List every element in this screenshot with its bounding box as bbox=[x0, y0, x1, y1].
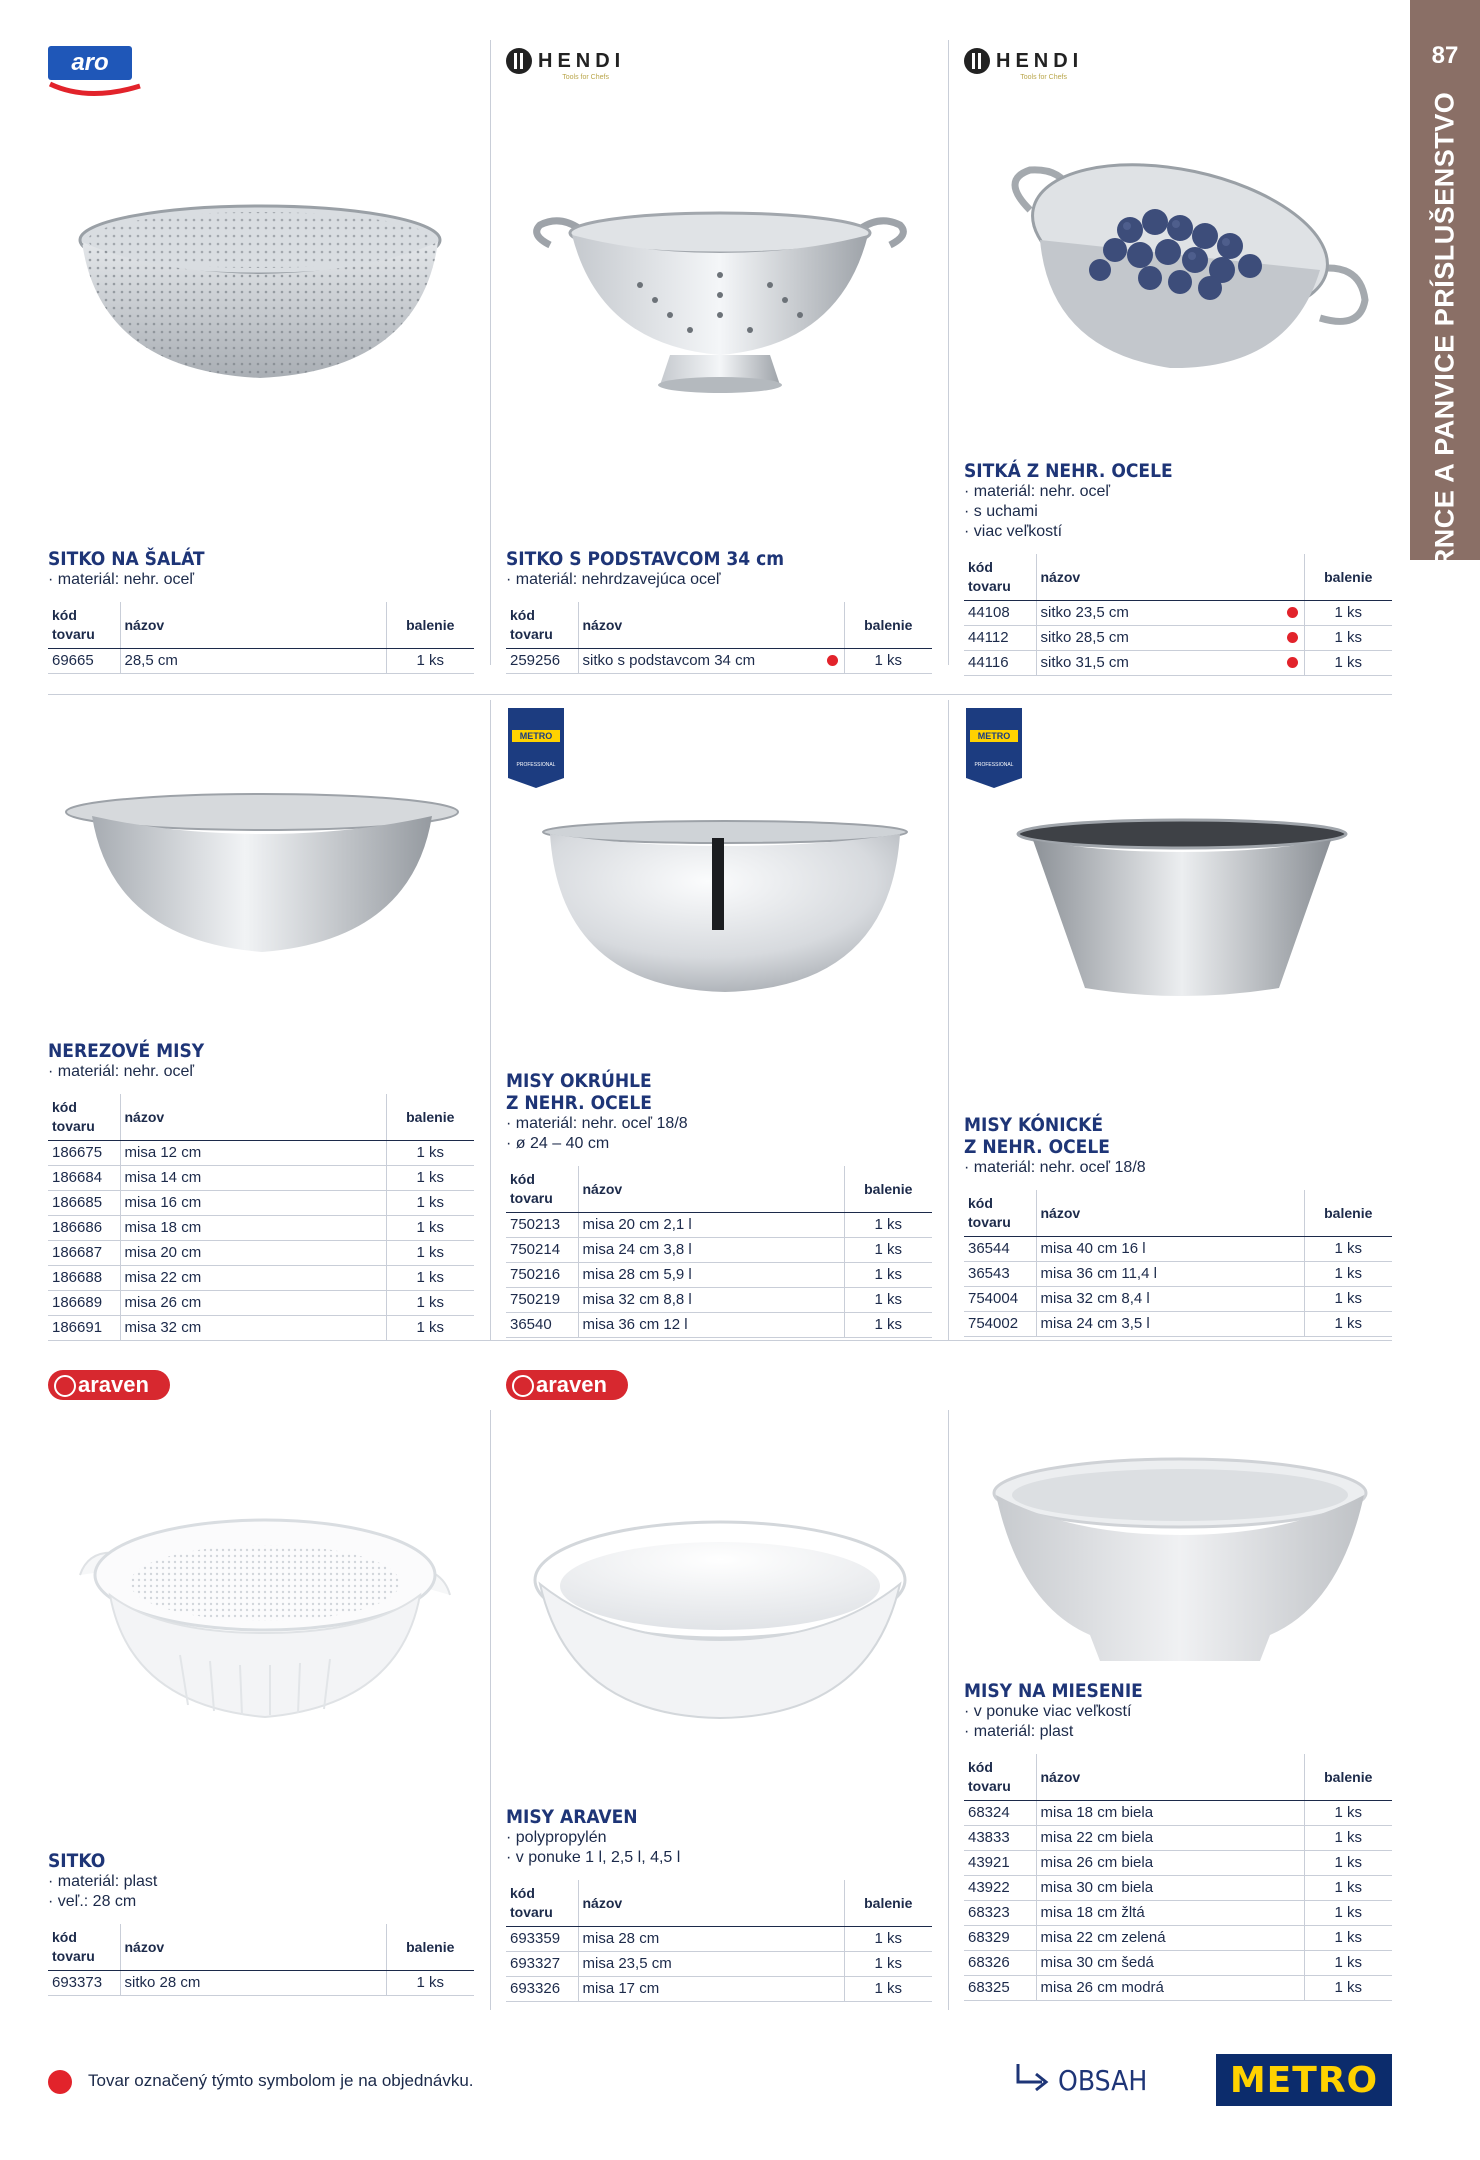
table-row: 43922 misa 30 cm biela 1 ks bbox=[964, 1876, 1392, 1901]
contents-label: OBSAH bbox=[1058, 2063, 1148, 2097]
table-row: 186688 misa 22 cm 1 ks bbox=[48, 1266, 474, 1291]
conical-steel-bowl-image bbox=[1015, 818, 1350, 1003]
header-code: kód tovaru bbox=[964, 1754, 1036, 1801]
table-row: 68329 misa 22 cm zelená 1 ks bbox=[964, 1926, 1392, 1951]
header-name: názov bbox=[1036, 554, 1304, 601]
table-row: 186686 misa 18 cm 1 ks bbox=[48, 1216, 474, 1241]
header-pack: balenie bbox=[386, 602, 474, 649]
product-title: MISY KÓNICKÉ Z NEHR. OCELE bbox=[964, 1114, 1110, 1158]
product-title: SITKÁ Z NEHR. OCELE bbox=[964, 460, 1173, 482]
table-row: 750214 misa 24 cm 3,8 l 1 ks bbox=[506, 1238, 932, 1263]
table-row: 186689 misa 26 cm 1 ks bbox=[48, 1291, 474, 1316]
order-only-dot-icon bbox=[827, 655, 838, 666]
round-steel-bowl-image bbox=[540, 820, 910, 995]
hendi-logo: HENDI Tools for Chefs bbox=[964, 48, 1083, 81]
table-row: 750216 misa 28 cm 5,9 l 1 ks bbox=[506, 1263, 932, 1288]
product-table bbox=[506, 1880, 932, 2002]
table-row: 693326 misa 17 cm 1 ks bbox=[506, 1977, 932, 2002]
hendi-mark-icon bbox=[506, 48, 532, 74]
header-code: kód tovaru bbox=[48, 602, 120, 649]
product-feature: · veľ.: 28 cm bbox=[48, 1892, 474, 1912]
product-title: SITKO NA ŠALÁT bbox=[48, 548, 205, 570]
product-table bbox=[48, 1924, 474, 1996]
header-pack: balenie bbox=[844, 1166, 932, 1213]
product-plastic-colander bbox=[48, 1850, 474, 1996]
header-name: názov bbox=[120, 1924, 386, 1971]
header-pack: balenie bbox=[1304, 554, 1392, 601]
table-row: 186691 misa 32 cm 1 ks bbox=[48, 1316, 474, 1341]
header-name: názov bbox=[578, 1166, 844, 1213]
product-stainless-bowls bbox=[48, 1040, 474, 1341]
product-feature: · materiál: plast bbox=[48, 1872, 474, 1892]
return-arrow-icon bbox=[1014, 2060, 1052, 2100]
blueberry-colander-image bbox=[990, 150, 1380, 380]
order-only-dot-icon bbox=[1287, 607, 1298, 618]
product-title: MISY OKRÚHLE Z NEHR. OCELE bbox=[506, 1070, 652, 1114]
product-feature: · materiál: nehr. oceľ 18/8 bbox=[506, 1114, 932, 1134]
table-row: 186675 misa 12 cm 1 ks bbox=[48, 1141, 474, 1166]
table-row: 68324 misa 18 cm biela 1 ks bbox=[964, 1801, 1392, 1826]
svg-text:PROFESSIONAL: PROFESSIONAL bbox=[974, 762, 1014, 768]
header-pack: balenie bbox=[1304, 1190, 1392, 1237]
araven-logo: araven bbox=[506, 1370, 628, 1400]
plastic-colander-image bbox=[70, 1505, 460, 1725]
header-name: názov bbox=[1036, 1754, 1304, 1801]
hendi-mark-icon bbox=[964, 48, 990, 74]
column-divider bbox=[490, 1410, 491, 2010]
product-araven-bowls bbox=[506, 1806, 932, 2002]
header-pack: balenie bbox=[1304, 1754, 1392, 1801]
table-row: 750219 misa 32 cm 8,8 l 1 ks bbox=[506, 1288, 932, 1313]
table-row: 44116 sitko 31,5 cm 1 ks bbox=[964, 651, 1392, 676]
product-feature: · v ponuke 1 l, 2,5 l, 4,5 l bbox=[506, 1848, 932, 1868]
table-row: 68326 misa 30 cm šedá 1 ks bbox=[964, 1951, 1392, 1976]
product-title: NEREZOVÉ MISY bbox=[48, 1040, 205, 1062]
svg-text:METRO: METRO bbox=[977, 731, 1011, 741]
metro-professional-logo bbox=[508, 708, 564, 788]
product-conical-steel-bowls bbox=[964, 1114, 1392, 1337]
row-divider bbox=[48, 694, 1392, 695]
header-name: názov bbox=[578, 602, 844, 649]
table-row: 754002 misa 24 cm 3,5 l 1 ks bbox=[964, 1312, 1392, 1337]
header-pack: balenie bbox=[386, 1094, 474, 1141]
araven-logo: araven bbox=[48, 1370, 170, 1400]
aro-logo: aro bbox=[48, 46, 142, 108]
table-row: 693373 sitko 28 cm 1 ks bbox=[48, 1971, 474, 1996]
araven-bowl-image bbox=[530, 1520, 910, 1720]
product-table bbox=[964, 554, 1392, 676]
product-table bbox=[964, 1190, 1392, 1337]
table-row: 186684 misa 14 cm 1 ks bbox=[48, 1166, 474, 1191]
svg-text:METRO: METRO bbox=[519, 731, 553, 741]
header-pack: balenie bbox=[386, 1924, 474, 1971]
product-footed-colander bbox=[506, 548, 932, 674]
header-pack: balenie bbox=[844, 602, 932, 649]
product-table bbox=[506, 602, 932, 674]
hendi-logo: HENDI Tools for Chefs bbox=[506, 48, 625, 81]
product-feature: · s uchami bbox=[964, 502, 1392, 522]
product-feature: · materiál: nehr. oceľ bbox=[48, 570, 474, 590]
product-table bbox=[964, 1754, 1392, 2001]
product-feature: · v ponuke viac veľkostí bbox=[964, 1702, 1392, 1722]
contents-link[interactable] bbox=[1014, 2060, 1147, 2100]
column-divider bbox=[948, 40, 949, 665]
header-name: názov bbox=[120, 602, 386, 649]
column-divider bbox=[948, 700, 949, 1340]
product-round-steel-bowls bbox=[506, 1070, 932, 1338]
header-code: kód tovaru bbox=[506, 602, 578, 649]
product-title: SITKO S PODSTAVCOM 34 cm bbox=[506, 548, 785, 570]
table-row: 36543 misa 36 cm 11,4 l 1 ks bbox=[964, 1262, 1392, 1287]
table-row: 186685 misa 16 cm 1 ks bbox=[48, 1191, 474, 1216]
metro-logo: METRO bbox=[1216, 2054, 1392, 2106]
table-row: 750213 misa 20 cm 2,1 l 1 ks bbox=[506, 1213, 932, 1238]
table-row: 36544 misa 40 cm 16 l 1 ks bbox=[964, 1237, 1392, 1262]
table-row: 44108 sitko 23,5 cm 1 ks bbox=[964, 601, 1392, 626]
header-name: názov bbox=[578, 1880, 844, 1927]
section-title: HRNCE A PANVICE PRÍSLUŠENSTVO bbox=[1429, 91, 1460, 589]
column-divider bbox=[948, 1410, 949, 2010]
table-row: 754004 misa 32 cm 8,4 l 1 ks bbox=[964, 1287, 1392, 1312]
stainless-bowl-image bbox=[62, 790, 462, 960]
mixing-bowl-image bbox=[990, 1455, 1370, 1665]
page-number: 87 bbox=[1431, 42, 1459, 69]
column-divider bbox=[490, 40, 491, 665]
table-row: 186687 misa 20 cm 1 ks bbox=[48, 1241, 474, 1266]
table-row: 693327 misa 23,5 cm 1 ks bbox=[506, 1952, 932, 1977]
table-row: 693359 misa 28 cm 1 ks bbox=[506, 1927, 932, 1952]
product-feature: · materiál: nehr. oceľ bbox=[48, 1062, 474, 1082]
header-code: kód tovaru bbox=[964, 1190, 1036, 1237]
table-row: 43833 misa 22 cm biela 1 ks bbox=[964, 1826, 1392, 1851]
header-name: názov bbox=[120, 1094, 386, 1141]
order-only-dot-icon bbox=[48, 2070, 72, 2094]
metro-professional-logo bbox=[966, 708, 1022, 788]
product-feature: · viac veľkostí bbox=[964, 522, 1392, 542]
product-steel-colanders bbox=[964, 460, 1392, 676]
table-row: 68323 misa 18 cm žltá 1 ks bbox=[964, 1901, 1392, 1926]
product-feature: · ø 24 – 40 cm bbox=[506, 1134, 932, 1154]
product-mixing-bowls bbox=[964, 1680, 1392, 2001]
product-table bbox=[506, 1166, 932, 1338]
salad-colander-image bbox=[70, 200, 450, 390]
product-title: SITKO bbox=[48, 1850, 106, 1872]
product-feature: · materiál: nehr. oceľ 18/8 bbox=[964, 1158, 1392, 1178]
section-tab bbox=[1410, 0, 1480, 589]
footed-colander-image bbox=[520, 205, 920, 395]
product-salad-colander bbox=[48, 548, 474, 674]
table-row: 36540 misa 36 cm 12 l 1 ks bbox=[506, 1313, 932, 1338]
product-feature: · polypropylén bbox=[506, 1828, 932, 1848]
header-code: kód tovaru bbox=[506, 1166, 578, 1213]
header-code: kód tovaru bbox=[48, 1094, 120, 1141]
svg-text:PROFESSIONAL: PROFESSIONAL bbox=[516, 762, 556, 768]
row-divider bbox=[48, 1340, 1392, 1341]
table-row: 68325 misa 26 cm modrá 1 ks bbox=[964, 1976, 1392, 2001]
column-divider bbox=[490, 700, 491, 1340]
aro-swoosh-icon bbox=[48, 80, 144, 100]
product-feature: · materiál: plast bbox=[964, 1722, 1392, 1742]
header-pack: balenie bbox=[844, 1880, 932, 1927]
header-code: kód tovaru bbox=[506, 1880, 578, 1927]
table-row: 44112 sitko 28,5 cm 1 ks bbox=[964, 626, 1392, 651]
header-code: kód tovaru bbox=[48, 1924, 120, 1971]
order-legend: Tovar označený týmto symbolom je na objednávku. bbox=[88, 2071, 474, 2090]
product-title: MISY NA MIESENIE bbox=[964, 1680, 1143, 1702]
order-only-dot-icon bbox=[1287, 632, 1298, 643]
header-name: názov bbox=[1036, 1190, 1304, 1237]
table-row: 69665 28,5 cm 1 ks bbox=[48, 649, 474, 674]
table-row: 43921 misa 26 cm biela 1 ks bbox=[964, 1851, 1392, 1876]
table-row: 259256 sitko s podstavcom 34 cm 1 ks bbox=[506, 649, 932, 674]
order-only-dot-icon bbox=[1287, 657, 1298, 668]
product-feature: · materiál: nehrdzavejúca oceľ bbox=[506, 570, 932, 590]
product-table bbox=[48, 602, 474, 674]
product-title: MISY ARAVEN bbox=[506, 1806, 638, 1828]
product-table bbox=[48, 1094, 474, 1341]
header-code: kód tovaru bbox=[964, 554, 1036, 601]
product-feature: · materiál: nehr. oceľ bbox=[964, 482, 1392, 502]
